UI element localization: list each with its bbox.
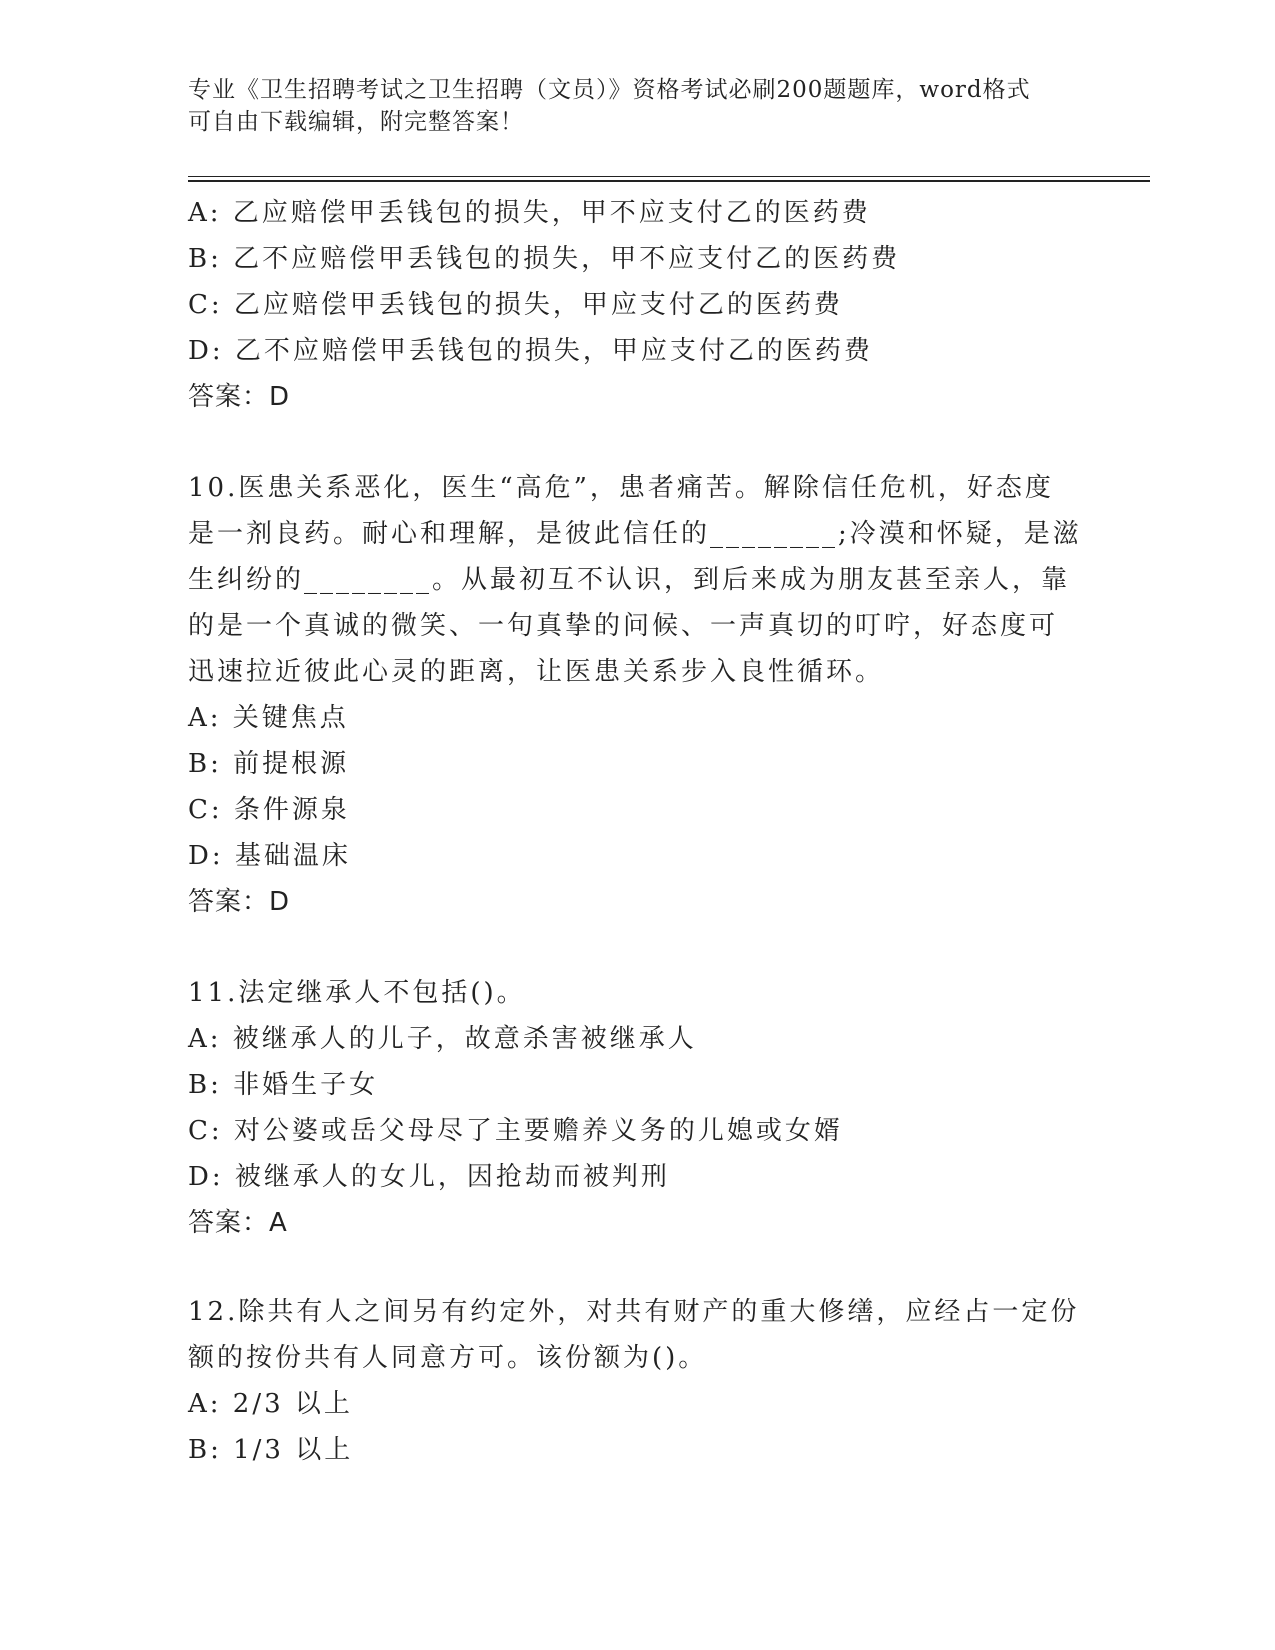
header-divider (188, 176, 1150, 182)
option-c: C: 乙应赔偿甲丢钱包的损失，甲应支付乙的医药费 (188, 290, 843, 320)
option-b: B: 非婚生子女 (188, 1070, 379, 1100)
spacer (188, 420, 1088, 465)
spacer (188, 1246, 1088, 1289)
option-d: D: 基础温床 (188, 841, 351, 871)
stem-line: 额的按份共有人同意方可。该份额为()。 (188, 1343, 708, 1373)
question-stem (188, 970, 1088, 1016)
option-b: B: 乙不应赔偿甲丢钱包的损失，甲不应支付乙的医药费 (188, 244, 901, 274)
option-a: A: 乙应赔偿甲丢钱包的损失，甲不应支付乙的医药费 (188, 198, 871, 228)
answer-label: 答案：A (188, 1208, 288, 1238)
question-stem (188, 1289, 1088, 1381)
option-a: A: 2/3 以上 (188, 1389, 353, 1419)
page-header (188, 74, 1068, 138)
stem-line: 生纠纷的________。从最初互不认识，到后来成为朋友甚至亲人，靠 (188, 565, 1071, 595)
answer-label: 答案：D (188, 887, 291, 917)
option-d: D: 乙不应赔偿甲丢钱包的损失，甲应支付乙的医药费 (188, 336, 873, 366)
option-c: C: 条件源泉 (188, 795, 350, 825)
option-d: D: 被继承人的女儿，因抢劫而被判刑 (188, 1162, 670, 1192)
question-11 (188, 970, 1088, 1246)
spacer (188, 925, 1088, 970)
question-12 (188, 1289, 1088, 1473)
option-c: C: 对公婆或岳父母尽了主要赡养义务的儿媳或女婿 (188, 1116, 843, 1146)
option-a: A: 关键焦点 (188, 703, 349, 733)
option-a: A: 被继承人的儿子，故意杀害被继承人 (188, 1024, 697, 1054)
stem-line: 10.医患关系恶化，医生“高危”，患者痛苦。解除信任危机，好态度 (188, 473, 1054, 503)
option-b: B: 前提根源 (188, 749, 350, 779)
answer-label: 答案：D (188, 382, 291, 412)
header-line-1: 专业《卫生招聘考试之卫生招聘（文员）》资格考试必刷200题题库，word格式 (188, 77, 1031, 103)
question-9-continued (188, 190, 1088, 420)
question-stem (188, 465, 1088, 695)
stem-line: 是一剂良药。耐心和理解，是彼此信任的________;冷漠和怀疑，是滋 (188, 519, 1082, 549)
option-b: B: 1/3 以上 (188, 1435, 354, 1465)
question-10 (188, 465, 1088, 925)
stem-line: 的是一个真诚的微笑、一句真挚的问候、一声真切的叮咛，好态度可 (188, 611, 1059, 641)
question-list (188, 190, 1088, 1473)
stem-line: 12.除共有人之间另有约定外，对共有财产的重大修缮，应经占一定份 (188, 1297, 1080, 1327)
stem-line: 迅速拉近彼此心灵的距离，让医患关系步入良性循环。 (188, 657, 885, 687)
header-line-2: 可自由下载编辑，附完整答案！ (188, 109, 524, 135)
stem-line: 11.法定继承人不包括()。 (188, 978, 526, 1008)
